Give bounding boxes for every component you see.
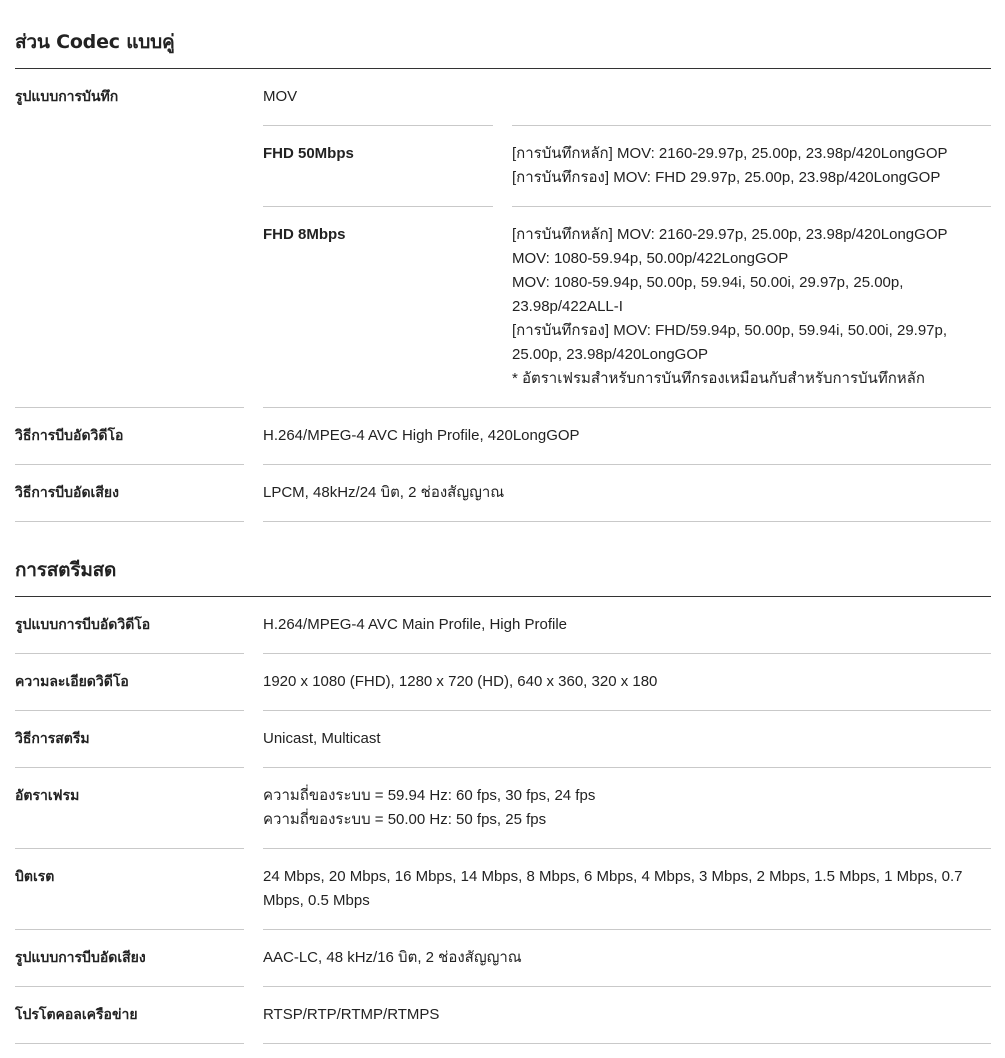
sub-spec-label-fhd-8mbps: FHD 8Mbps: [263, 226, 346, 243]
row-divider: [263, 521, 991, 522]
section-heading-live-streaming: การสตรีมสด: [15, 559, 117, 581]
spec-value-network-protocol: [263, 1003, 983, 1027]
spec-value-video-resolution: [263, 670, 983, 694]
spec-label-network-protocol: โปรโตคอลเครือข่าย: [15, 1007, 138, 1023]
row-divider: [263, 767, 991, 768]
spec-line: 24 Mbps, 20 Mbps, 16 Mbps, 14 Mbps, 8 Mbps, 6 Mbps, 4 Mbps, 3 Mbps, 2 Mbps, 1.5 Mbps, 1 Mbps, 0.7 Mbps, 0.5 Mbps: [263, 868, 963, 909]
spec-value-bitrate: [263, 865, 983, 913]
spec-value-recording-format: MOV: [263, 88, 298, 105]
spec-line: ความถี่ของระบบ = 50.00 Hz: 50 fps, 25 fps: [263, 811, 547, 828]
row-divider: [512, 206, 991, 207]
row-divider: [263, 986, 991, 987]
row-divider: [15, 521, 244, 522]
spec-label-bitrate: บิตเรต: [15, 869, 55, 885]
row-divider: [15, 653, 244, 654]
spec-label-video-compression-format: รูปแบบการบีบอัดวิดีโอ: [15, 617, 151, 633]
row-divider: [15, 1043, 244, 1044]
spec-line: H.264/MPEG-4 AVC Main Profile, High Profile: [263, 616, 568, 633]
spec-line: [การบันทึกหลัก] MOV: 2160-29.97p, 25.00p, 23.98p/420LongGOP: [512, 226, 948, 243]
spec-value-frame-rate: [263, 784, 983, 832]
spec-label-audio-compression: วิธีการบีบอัดเสียง: [15, 485, 119, 501]
spec-line: [การบันทึกรอง] MOV: FHD/59.94p, 50.00p, 59.94i, 50.00i, 29.97p, 25.00p, 23.98p/420LongGOP: [512, 322, 948, 363]
spec-line: [การบันทึกหลัก] MOV: 2160-29.97p, 25.00p, 23.98p/420LongGOP: [512, 145, 948, 162]
spec-line: 1920 x 1080 (FHD), 1280 x 720 (HD), 640 x 360, 320 x 180: [263, 673, 658, 690]
sub-spec-value-fhd-8mbps: [512, 223, 982, 391]
row-divider: [263, 929, 991, 930]
row-divider: [512, 125, 991, 126]
spec-line: ความถี่ของระบบ = 59.94 Hz: 60 fps, 30 fps, 24 fps: [263, 787, 596, 804]
row-divider: [263, 653, 991, 654]
spec-line: * อัตราเฟรมสำหรับการบันทึกรองเหมือนกับสำหรับการบันทึกหลัก: [512, 370, 925, 387]
spec-line: MOV: 1080-59.94p, 50.00p/422LongGOP: [512, 250, 789, 267]
row-divider: [263, 125, 493, 126]
row-divider: [15, 464, 244, 465]
section-divider: [15, 596, 991, 597]
sub-spec-value-fhd-50mbps: [512, 142, 982, 190]
spec-label-audio-compression-format: รูปแบบการบีบอัดเสียง: [15, 950, 146, 966]
spec-line: RTSP/RTP/RTMP/RTMPS: [263, 1006, 440, 1023]
spec-value-audio-compression-format: [263, 946, 983, 970]
row-divider: [15, 848, 244, 849]
row-divider: [15, 767, 244, 768]
row-divider: [263, 407, 991, 408]
row-divider: [263, 464, 991, 465]
row-divider: [263, 710, 991, 711]
sub-spec-label-fhd-50mbps: FHD 50Mbps: [263, 145, 354, 162]
row-divider: [15, 710, 244, 711]
spec-value-audio-compression: LPCM, 48kHz/24 บิต, 2 ช่องสัญญาณ: [263, 484, 505, 501]
spec-line: Unicast, Multicast: [263, 730, 381, 747]
spec-label-frame-rate: อัตราเฟรม: [15, 788, 80, 804]
spec-line: MOV: 1080-59.94p, 50.00p, 59.94i, 50.00i, 29.97p, 25.00p, 23.98p/422ALL-I: [512, 274, 904, 315]
spec-label-video-compression: วิธีการบีบอัดวิดีโอ: [15, 428, 124, 444]
section-heading-dual-codec: ส่วน Codec แบบคู่: [15, 31, 175, 53]
spec-label-recording-format: รูปแบบการบันทึก: [15, 89, 119, 105]
row-divider: [263, 1043, 991, 1044]
row-divider: [15, 986, 244, 987]
spec-line: AAC-LC, 48 kHz/16 บิต, 2 ช่องสัญญาณ: [263, 949, 522, 966]
row-divider: [263, 848, 991, 849]
spec-value-video-compression: H.264/MPEG-4 AVC High Profile, 420LongGOP: [263, 427, 580, 444]
spec-line: [การบันทึกรอง] MOV: FHD 29.97p, 25.00p, 23.98p/420LongGOP: [512, 169, 941, 186]
spec-value-video-compression-format: [263, 613, 983, 637]
spec-label-streaming-method: วิธีการสตรีม: [15, 731, 90, 747]
spec-value-streaming-method: [263, 727, 983, 751]
row-divider: [15, 407, 244, 408]
row-divider: [263, 206, 493, 207]
section-divider: [15, 68, 991, 69]
row-divider: [15, 929, 244, 930]
spec-label-video-resolution: ความละเอียดวิดีโอ: [15, 674, 129, 690]
